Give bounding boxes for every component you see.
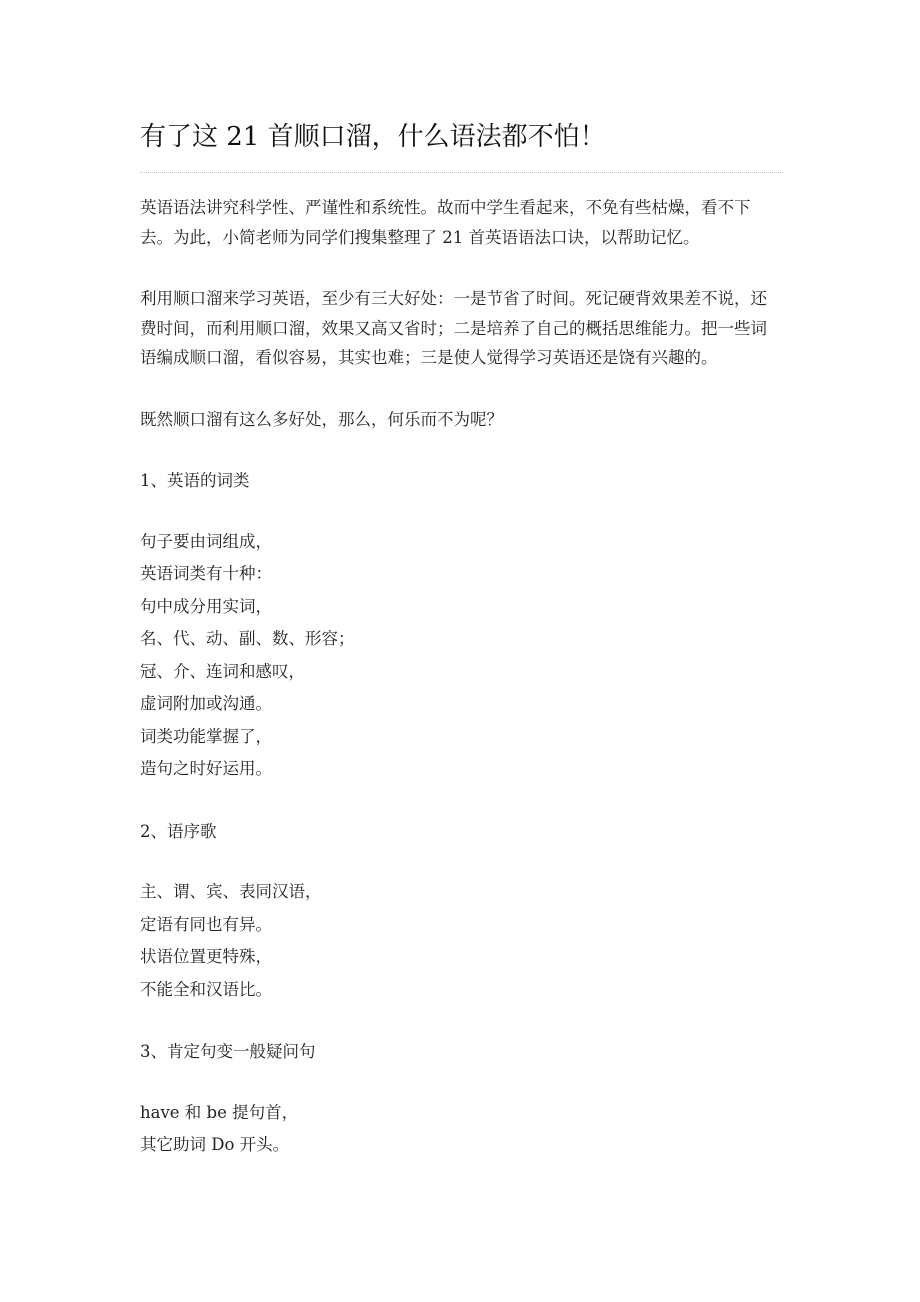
section-heading: 1、英语的词类 [140,471,250,490]
intro-paragraph-3: 既然顺口溜有这么多好处，那么，何乐而不为呢？ [140,409,503,429]
verse-line: 其它助词 Do 开头。 [140,1135,290,1154]
section-word-order [140,817,783,1007]
verse-line: 词类功能掌握了， [140,726,272,746]
verse-block [140,1097,783,1162]
verse-line: 主、谓、宾、表同汉语， [140,882,322,901]
verse-line: 句子要由词组成， [140,531,272,551]
verse-line: 状语位置更特殊， [140,947,272,966]
verse-line: 英语词类有十种： [140,564,272,583]
verse-line: 不能全和汉语比。 [140,979,272,999]
intro-paragraph-2: 利用顺口溜来学习英语，至少有三大好处：一是节省了时间。死记硬背效果差不说，还费时间，而利用顺口溜，效果又高又省时；二是培养了自己的概括思维能力。把一些词语编成顺口溜，看似容易，其实也难；三是使人觉得学习英语还是饶有兴趣的。 [140,289,767,367]
verse-line: 虚词附加或沟通。 [140,694,272,713]
verse-line: 句中成分用实词， [140,596,272,616]
title-divider [140,172,783,173]
section-heading: 3、肯定句变一般疑问句 [140,1042,316,1061]
section-word-classes [140,466,783,786]
verse-block [140,876,783,1006]
intro-paragraph-1: 英语语法讲究科学性、严谨性和系统性。故而中学生看起来，不免有些枯燥，看不下去。为此，小简老师为同学们搜集整理了 21 首英语语法口诀，以帮助记忆。 [140,198,751,247]
verse-line: 冠、介、连词和感叹， [140,661,305,681]
verse-line: 造句之时好运用。 [140,759,272,778]
verse-block [140,526,783,786]
article-body [140,193,783,1193]
article-title: 有了这 21 首顺口溜，什么语法都不怕！ [140,122,606,152]
verse-line: 定语有同也有异。 [140,914,272,934]
verse-line: 名、代、动、副、数、形容； [140,629,355,648]
section-questions [140,1037,783,1162]
verse-line: have 和 be 提句首， [140,1102,299,1122]
section-heading: 2、语序歌 [140,821,217,841]
